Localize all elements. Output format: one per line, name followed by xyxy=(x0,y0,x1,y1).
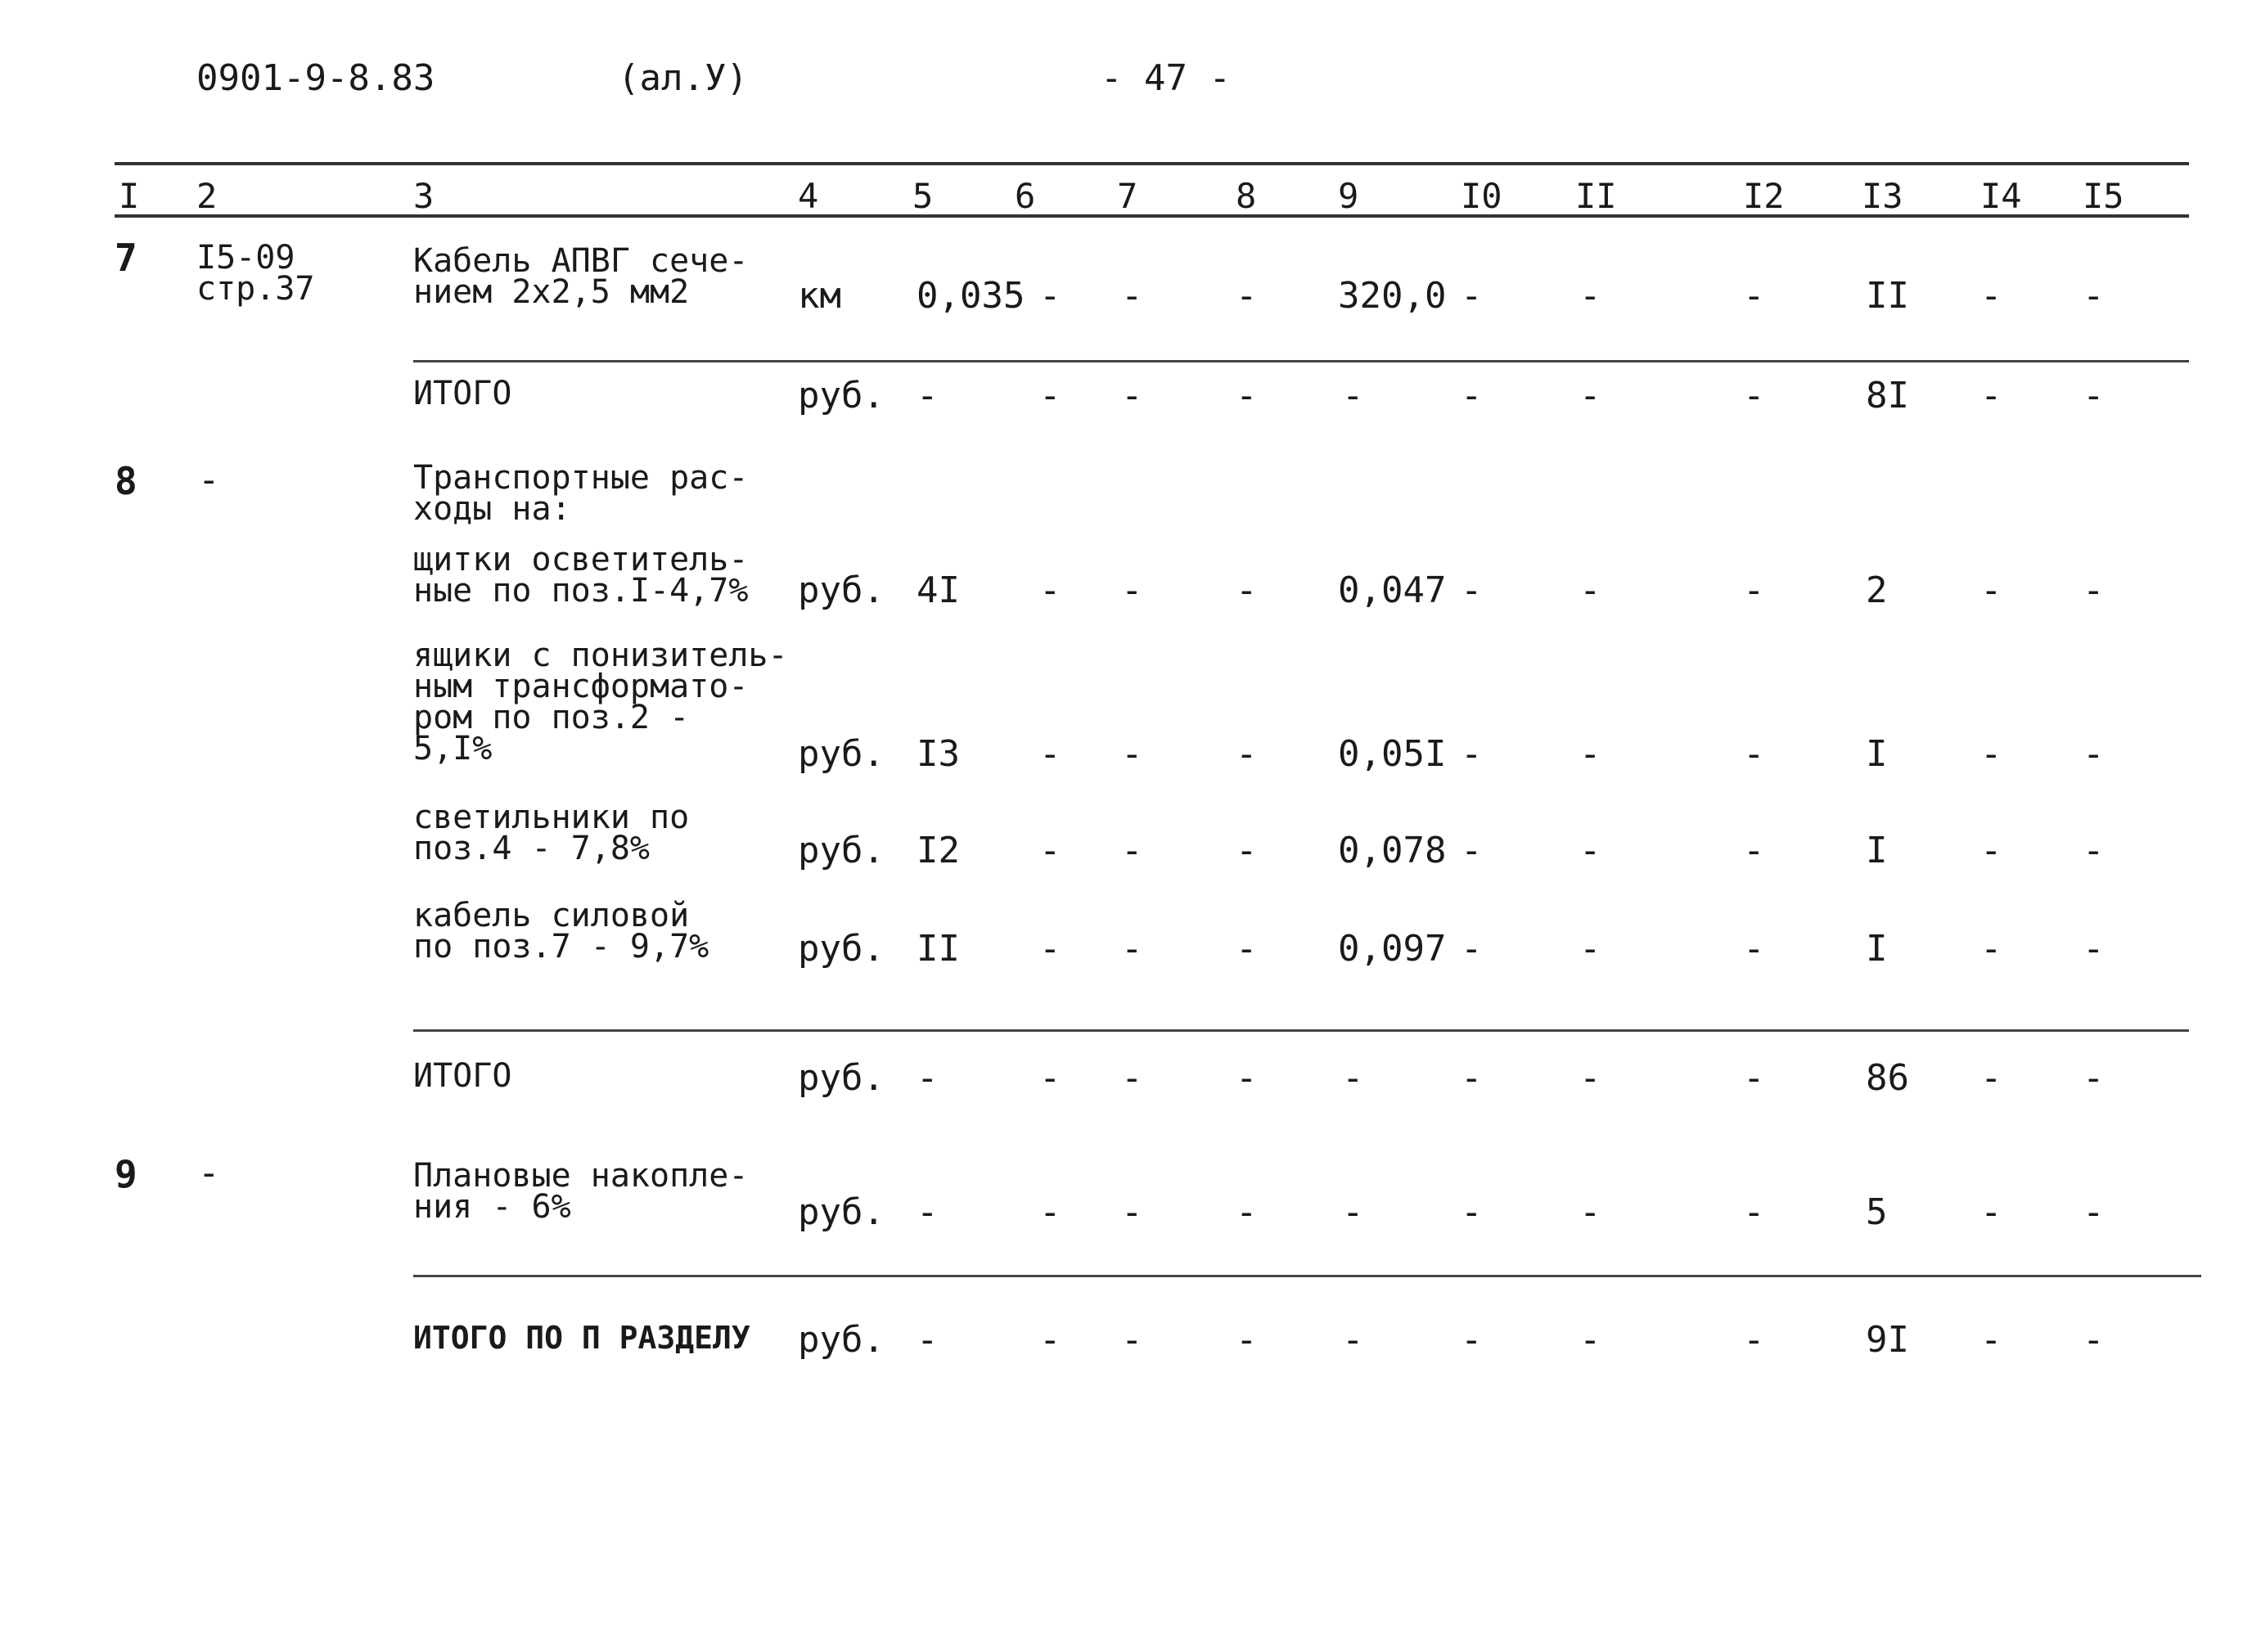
cell-col7: - xyxy=(1121,1319,1143,1361)
cell-col9: - xyxy=(1342,375,1364,416)
cell-col13: 9I xyxy=(1866,1319,1909,1361)
cell-col11: - xyxy=(1579,830,1601,871)
cell-col14: - xyxy=(1980,733,2002,775)
cell-col6: - xyxy=(1039,1319,1061,1361)
row-number: 7 xyxy=(115,236,137,280)
cell-col10: - xyxy=(1461,1057,1483,1099)
cell-col5: I2 xyxy=(917,830,960,871)
cell-col14: - xyxy=(1980,1191,2002,1233)
col-header-12: I2 xyxy=(1743,176,1785,216)
col-header-7: 7 xyxy=(1117,176,1138,216)
row-description: ИТОГО xyxy=(413,1057,512,1095)
row-code: - xyxy=(198,1152,220,1194)
cell-col13: II xyxy=(1866,275,1909,317)
row-description: Кабель АПВГ сече- нием 2х2,5 мм2 xyxy=(413,242,749,311)
cell-col13: I xyxy=(1866,928,1888,970)
cell-col14: - xyxy=(1980,275,2002,317)
cell-col6: - xyxy=(1039,928,1061,970)
page-number: - 47 - xyxy=(1101,57,1231,99)
cell-col7: - xyxy=(1121,928,1143,970)
cell-col12: - xyxy=(1743,1057,1765,1099)
cell-col8: - xyxy=(1236,928,1258,970)
cell-col9: - xyxy=(1342,1191,1364,1233)
cell-col6: - xyxy=(1039,830,1061,871)
cell-col13: 5 xyxy=(1866,1191,1888,1233)
cell-col10: - xyxy=(1461,569,1483,611)
cell-col11: - xyxy=(1579,569,1601,611)
cell-col10: - xyxy=(1461,375,1483,416)
cell-col7: - xyxy=(1121,375,1143,416)
row-unit: руб. xyxy=(798,1057,885,1099)
cell-col12: - xyxy=(1743,375,1765,416)
subtotal-rule-2 xyxy=(413,1029,2189,1032)
cell-col5: 4I xyxy=(917,569,960,611)
cell-col14: - xyxy=(1980,928,2002,970)
cell-col14: - xyxy=(1980,569,2002,611)
cell-col14: - xyxy=(1980,1319,2002,1361)
row-unit: км xyxy=(798,275,841,317)
row-unit: руб. xyxy=(798,1319,885,1361)
cell-col6: - xyxy=(1039,375,1061,416)
cell-col11: - xyxy=(1579,733,1601,775)
cell-col5: - xyxy=(917,375,939,416)
col-header-1: I xyxy=(119,176,140,216)
cell-col8: - xyxy=(1236,375,1258,416)
cell-col7: - xyxy=(1121,569,1143,611)
col-header-8: 8 xyxy=(1236,176,1257,216)
row-description: ИТОГО ПО П РАЗДЕЛУ xyxy=(413,1320,750,1356)
cell-col11: - xyxy=(1579,375,1601,416)
cell-col10: - xyxy=(1461,1319,1483,1361)
cell-col5: - xyxy=(917,1057,939,1099)
cell-col9: 0,05I xyxy=(1338,733,1447,775)
subtotal-rule-1 xyxy=(413,360,2189,362)
cell-col10: - xyxy=(1461,733,1483,775)
row-description: ящики с понизитель- ным трансформато- ром по поз.2 - 5,I% xyxy=(413,637,788,767)
col-header-11: II xyxy=(1575,176,1617,216)
cell-col5: 0,035 xyxy=(917,275,1025,317)
cell-col6: - xyxy=(1039,733,1061,775)
subtotal-rule-3 xyxy=(413,1275,2201,1277)
cell-col6: - xyxy=(1039,569,1061,611)
cell-col15: - xyxy=(2083,275,2105,317)
cell-col13: I xyxy=(1866,830,1888,871)
cell-col7: - xyxy=(1121,830,1143,871)
cell-col6: - xyxy=(1039,1191,1061,1233)
row-unit: руб. xyxy=(798,928,885,970)
cell-col12: - xyxy=(1743,928,1765,970)
cell-col15: - xyxy=(2083,375,2105,416)
cell-col8: - xyxy=(1236,733,1258,775)
col-header-15: I5 xyxy=(2083,176,2124,216)
cell-col13: I xyxy=(1866,733,1888,775)
cell-col9: - xyxy=(1342,1057,1364,1099)
row-code: - xyxy=(198,459,220,501)
cell-col9: 0,047 xyxy=(1338,569,1447,611)
cell-col15: - xyxy=(2083,1319,2105,1361)
table-top-rule xyxy=(115,162,2189,165)
cell-col9: 0,078 xyxy=(1338,830,1447,871)
row-unit: руб. xyxy=(798,375,885,416)
doc-code: 0901-9-8.83 xyxy=(196,57,435,99)
cell-col7: - xyxy=(1121,275,1143,317)
col-header-10: I0 xyxy=(1461,176,1502,216)
cell-col8: - xyxy=(1236,830,1258,871)
row-number: 8 xyxy=(115,459,137,503)
cell-col13: 2 xyxy=(1866,569,1888,611)
cell-col6: - xyxy=(1039,275,1061,317)
cell-col15: - xyxy=(2083,1057,2105,1099)
row-code: I5-09 стр.37 xyxy=(196,239,315,308)
cell-col14: - xyxy=(1980,375,2002,416)
cell-col7: - xyxy=(1121,733,1143,775)
cell-col11: - xyxy=(1579,928,1601,970)
cell-col7: - xyxy=(1121,1057,1143,1099)
cell-col8: - xyxy=(1236,1191,1258,1233)
row-description: кабель силовой по поз.7 - 9,7% xyxy=(413,897,709,966)
cell-col7: - xyxy=(1121,1191,1143,1233)
cell-col9: 0,097 xyxy=(1338,928,1447,970)
cell-col5: - xyxy=(917,1319,939,1361)
cell-col11: - xyxy=(1579,275,1601,317)
cell-col13: 86 xyxy=(1866,1057,1909,1099)
row-unit: руб. xyxy=(798,733,885,775)
row-description: светильники по поз.4 - 7,8% xyxy=(413,799,690,867)
col-header-13: I3 xyxy=(1862,176,1903,216)
cell-col8: - xyxy=(1236,569,1258,611)
col-header-2: 2 xyxy=(196,176,218,216)
cell-col15: - xyxy=(2083,830,2105,871)
cell-col13: 8I xyxy=(1866,375,1909,416)
row-description: щитки осветитель- ные по поз.I-4,7% xyxy=(413,541,749,610)
cell-col11: - xyxy=(1579,1319,1601,1361)
cell-col15: - xyxy=(2083,928,2105,970)
cell-col15: - xyxy=(2083,733,2105,775)
cell-col9: - xyxy=(1342,1319,1364,1361)
cell-col5: II xyxy=(917,928,960,970)
row-unit: руб. xyxy=(798,830,885,871)
cell-col8: - xyxy=(1236,1319,1258,1361)
cell-col15: - xyxy=(2083,1191,2105,1233)
cell-col11: - xyxy=(1579,1191,1601,1233)
cell-col10: - xyxy=(1461,830,1483,871)
cell-col8: - xyxy=(1236,1057,1258,1099)
col-header-4: 4 xyxy=(798,176,819,216)
row-description: Плановые накопле- ния - 6% xyxy=(413,1157,749,1226)
cell-col14: - xyxy=(1980,1057,2002,1099)
cell-col14: - xyxy=(1980,830,2002,871)
row-description: ИТОГО xyxy=(413,375,512,412)
cell-col12: - xyxy=(1743,1319,1765,1361)
row-number: 9 xyxy=(115,1152,137,1196)
album-label: (ал.У) xyxy=(618,57,748,99)
cell-col5: I3 xyxy=(917,733,960,775)
cell-col12: - xyxy=(1743,275,1765,317)
col-header-9: 9 xyxy=(1338,176,1359,216)
col-header-6: 6 xyxy=(1015,176,1036,216)
col-header-5: 5 xyxy=(912,176,934,216)
cell-col5: - xyxy=(917,1191,939,1233)
cell-col8: - xyxy=(1236,275,1258,317)
cell-col12: - xyxy=(1743,569,1765,611)
col-header-14: I4 xyxy=(1980,176,2022,216)
row-description: Транспортные рас- ходы на: xyxy=(413,459,749,528)
cell-col12: - xyxy=(1743,1191,1765,1233)
cell-col12: - xyxy=(1743,830,1765,871)
cell-col12: - xyxy=(1743,733,1765,775)
row-unit: руб. xyxy=(798,569,885,611)
row-unit: руб. xyxy=(798,1191,885,1233)
cell-col10: - xyxy=(1461,928,1483,970)
cell-col10: - xyxy=(1461,1191,1483,1233)
col-header-3: 3 xyxy=(413,176,435,216)
cell-col6: - xyxy=(1039,1057,1061,1099)
cell-col11: - xyxy=(1579,1057,1601,1099)
cell-col15: - xyxy=(2083,569,2105,611)
cell-col10: - xyxy=(1461,275,1483,317)
cell-col9: 320,0 xyxy=(1338,275,1447,317)
